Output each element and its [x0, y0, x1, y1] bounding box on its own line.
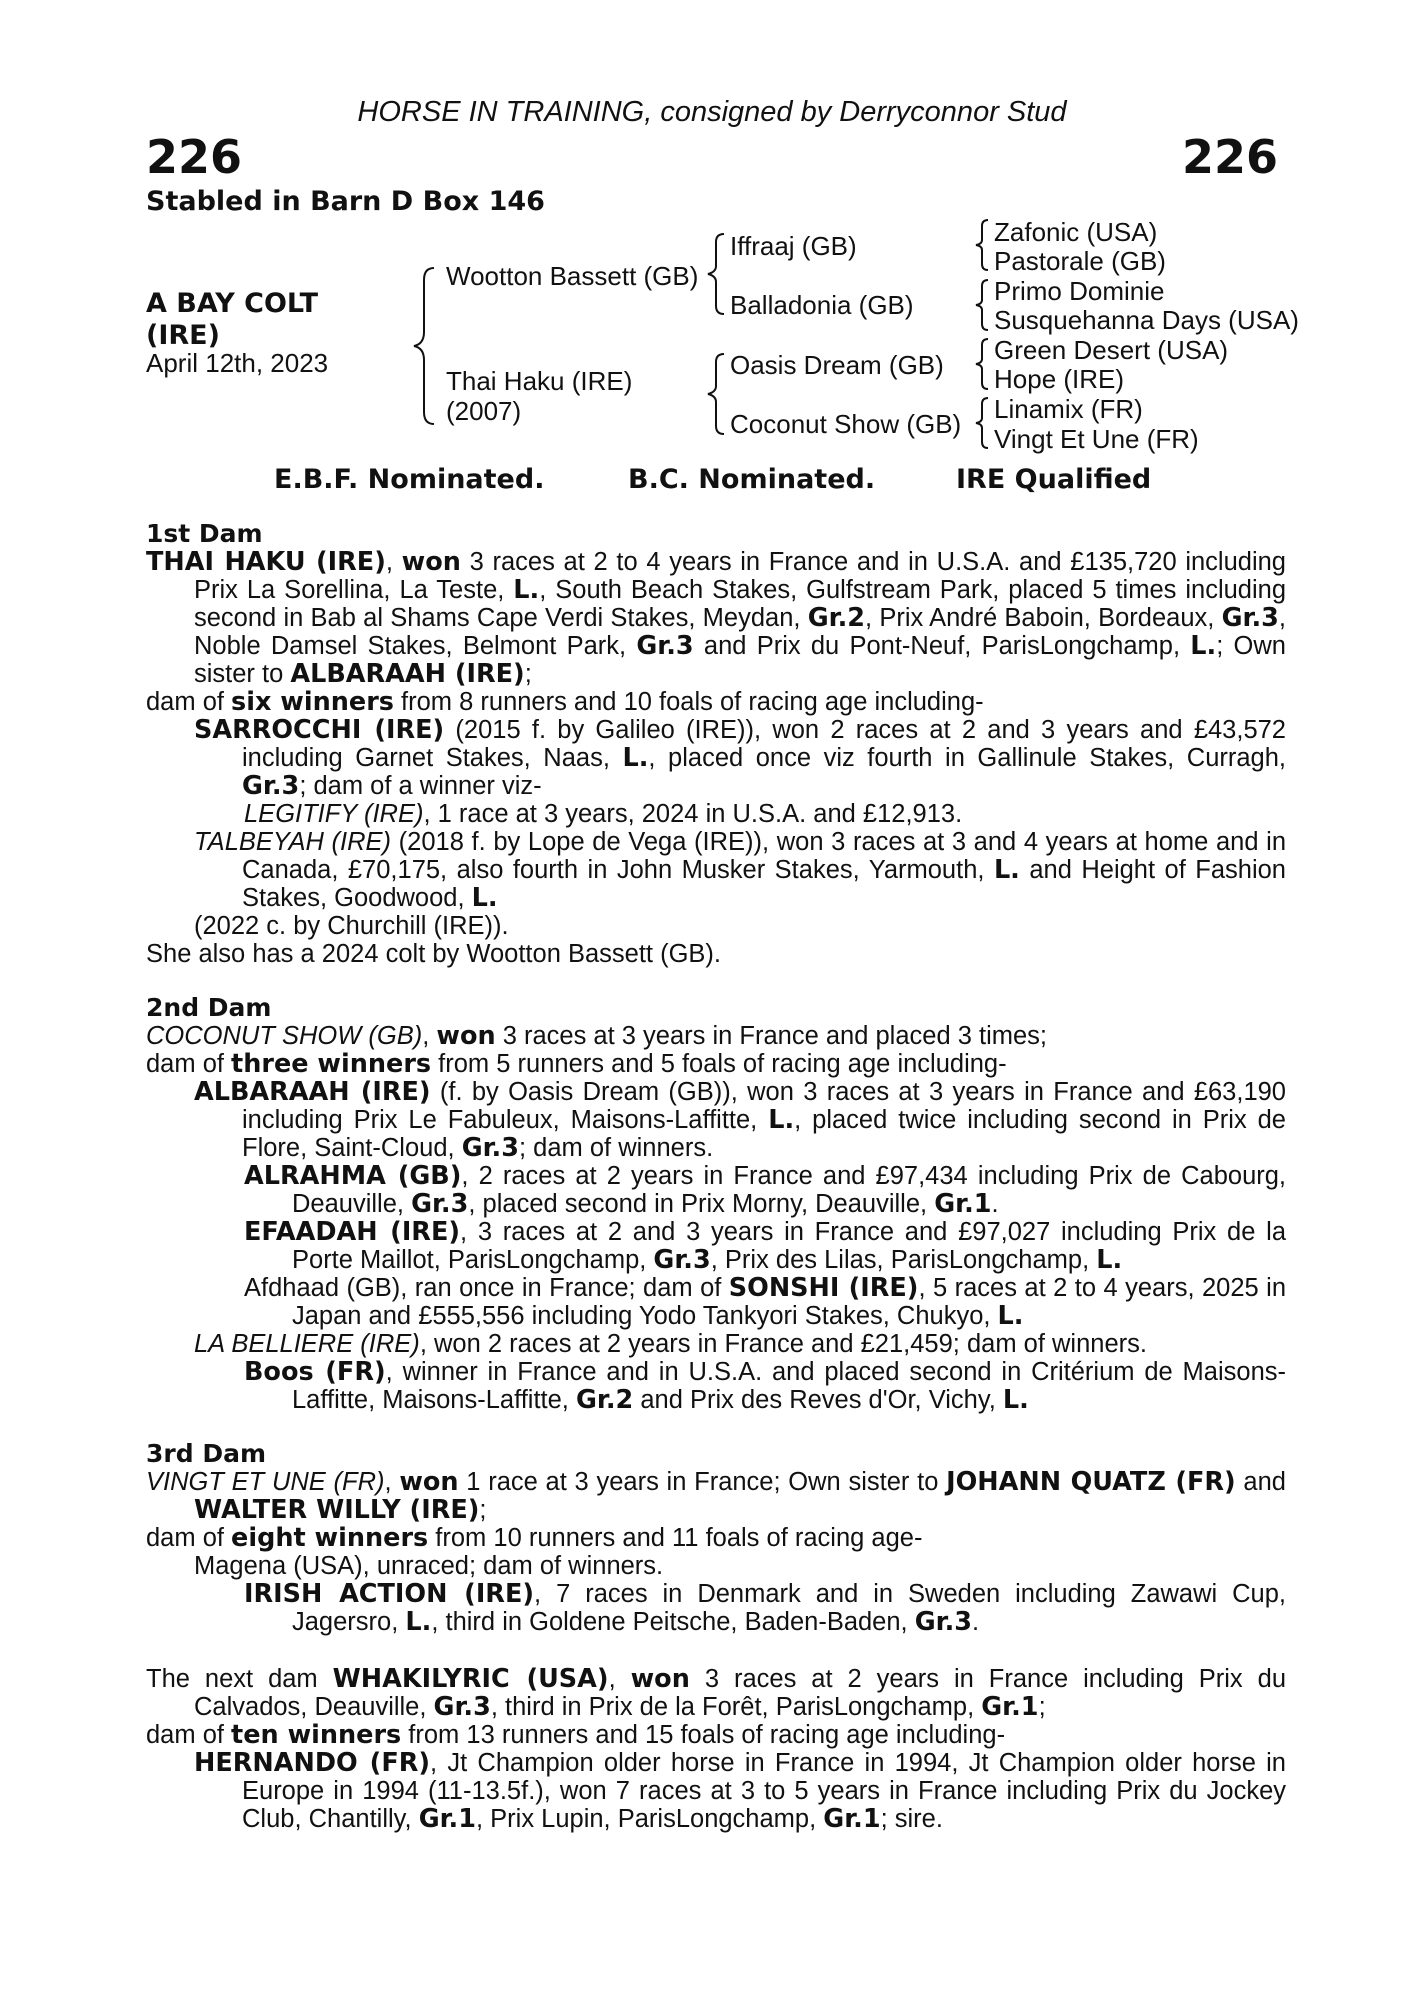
- horse-foaling-date: April 12th, 2023: [146, 348, 329, 378]
- horse-name-line1: A BAY COLT: [146, 288, 319, 319]
- ebf-nomination: E.B.F. Nominated.: [274, 464, 545, 495]
- produce-entry: Afdhaad (GB), ran once in France; dam of SONSHI (IRE), 5 races at 2 to 4 years, 2025 in Japan and £555,556 including Yodo Tankyori Stakes, Chukyo, L.: [244, 1273, 1286, 1331]
- produce-entry: HERNANDO (FR), Jt Champion older horse in France in 1994, Jt Champion older horse in Europe in 1994 (11-13.5f.), won 7 races at 3 to 5 years in France including Prix du Jockey Club, Chantilly, Gr.1, Prix Lupin, ParisLongchamp, Gr.1; sire.: [194, 1748, 1286, 1834]
- dam-name: THAI HAKU (IRE): [146, 547, 386, 577]
- pedigree-brace-sire: [706, 232, 726, 316]
- produce-entry: LEGITIFY (IRE), 1 race at 3 years, 2024 in U.S.A. and £12,913.: [244, 800, 963, 828]
- pedigree-g3-name: Pastorale (GB): [994, 246, 1166, 276]
- pedigree-brace-g3-3: [974, 337, 990, 391]
- second-dam-section: [146, 994, 1286, 1414]
- next-dam-section: [146, 1665, 1286, 1833]
- section-heading: 2nd Dam: [146, 993, 272, 1022]
- pedigree-g3-name: Primo Dominie: [994, 276, 1165, 306]
- dam-record: COCONUT SHOW (GB), won 3 races at 3 years in France and placed 3 times;: [146, 1021, 1048, 1051]
- produce-entry: Boos (FR), winner in France and in U.S.A. and placed second in Critérium de Maisons-Laffitte, Maisons-Laffitte, Gr.2 and Prix des Reves d'Or, Vichy, L.: [244, 1357, 1286, 1415]
- produce-entry: SARROCCHI (IRE) (2015 f. by Galileo (IRE)), won 2 races at 2 and 3 years and £43,572 including Garnet Stakes, Naas, L., placed once viz fourth in Gallinule Stakes, Curragh, Gr.3; dam of a winner viz-: [194, 715, 1287, 801]
- bc-nomination: B.C. Nominated.: [628, 464, 876, 495]
- pedigree-g3-name: Linamix (FR): [994, 394, 1143, 424]
- pedigree-brace-g3-2: [974, 278, 990, 332]
- first-dam-section: [146, 520, 1286, 968]
- dam-record: The next dam WHAKILYRIC (USA), won 3 races at 2 years in France including Prix du Calvados, Deauville, Gr.3, third in Prix de la Forêt, ParisLongchamp, Gr.1;: [146, 1664, 1287, 1722]
- dam-record: THAI HAKU (IRE), won 3 races at 2 to 4 years in France and in U.S.A. and £135,720 including Prix La Sorellina, La Teste, L., South Beach Stakes, Gulfstream Park, placed 5 times including second in Bab al Shams Cape Verdi Stakes, Meydan, Gr.2, Prix André Baboin, Bordeaux, Gr.3, Noble Damsel Stakes, Belmont Park, Gr.3 and Prix du Pont-Neuf, ParisLongchamp, L.; Own sister to ALBARAAH (IRE);: [146, 547, 1286, 689]
- produce-entry: ALRAHMA (GB), 2 races at 2 years in France and £97,434 including Prix de Cabourg, Deauville, Gr.3, placed second in Prix Morny, Deauville, Gr.1.: [244, 1161, 1287, 1219]
- produce-summary: dam of six winners from 8 runners and 10 foals of racing age including-: [146, 687, 984, 717]
- pedigree-brace-dam: [706, 352, 726, 436]
- produce-entry: ALBARAAH (IRE) (f. by Oasis Dream (GB)), won 3 races at 3 years in France and £63,190 including Prix Le Fabuleux, Maisons-Laffitte, L., placed twice including second in Prix de Flore, Saint-Cloud, Gr.3; dam of winners.: [194, 1077, 1286, 1163]
- produce-summary: dam of three winners from 5 runners and 5 foals of racing age including-: [146, 1049, 1007, 1079]
- dam-name: COCONUT SHOW (GB): [146, 1022, 423, 1050]
- produce-note: She also has a 2024 colt by Wootton Bassett (GB).: [146, 940, 722, 968]
- dam-name: WHAKILYRIC (USA): [332, 1664, 609, 1694]
- pedigree-brace-g3-4: [974, 396, 990, 450]
- horse-description: [146, 288, 318, 352]
- produce-entry: (2022 c. by Churchill (IRE)).: [194, 912, 509, 940]
- ire-qualified: IRE Qualified: [956, 464, 1152, 495]
- pedigree-dam-year: (2007): [446, 396, 522, 426]
- third-dam-section: [146, 1440, 1286, 1636]
- produce-entry: IRISH ACTION (IRE), 7 races in Denmark and in Sweden including Zawawi Cup, Jagersro, L., third in Goldene Peitsche, Baden-Baden, Gr.3.: [244, 1579, 1287, 1637]
- catalogue-header: HORSE IN TRAINING, consigned by Derryconnor Stud: [357, 96, 1067, 128]
- pedigree-sire-dam: Balladonia (GB): [730, 290, 914, 320]
- pedigree-sire: Wootton Bassett (GB): [446, 261, 699, 291]
- produce-entry: EFAADAH (IRE), 3 races at 2 and 3 years in France and £97,027 including Prix de la Porte Maillot, ParisLongchamp, Gr.3, Prix des Lilas, ParisLongchamp, L.: [244, 1217, 1286, 1275]
- produce-summary: dam of eight winners from 10 runners and 11 foals of racing age-: [146, 1523, 923, 1553]
- pedigree-dam-dam: Coconut Show (GB): [730, 409, 962, 439]
- pedigree-g3-name: Zafonic (USA): [994, 217, 1158, 247]
- dam-name: VINGT ET UNE (FR): [146, 1468, 385, 1496]
- pedigree-g3-name: Vingt Et Une (FR): [994, 424, 1199, 454]
- produce-entry: LA BELLIERE (IRE), won 2 races at 2 years in France and £21,459; dam of winners.: [194, 1330, 1147, 1358]
- section-heading: 3rd Dam: [146, 1439, 266, 1468]
- pedigree-dam-sire: Oasis Dream (GB): [730, 350, 944, 380]
- pedigree-brace-main: [412, 266, 436, 426]
- stable-location: Stabled in Barn D Box 146: [146, 186, 545, 217]
- pedigree-g3-name: Green Desert (USA): [994, 335, 1229, 365]
- dam-record: VINGT ET UNE (FR), won 1 race at 3 years in France; Own sister to JOHANN QUATZ (FR) and WALTER WILLY (IRE);: [146, 1467, 1286, 1525]
- pedigree-sire-sire: Iffraaj (GB): [730, 231, 857, 261]
- produce-summary: dam of ten winners from 13 runners and 15 foals of racing age including-: [146, 1720, 1006, 1750]
- pedigree-g3-name: Susquehanna Days (USA): [994, 305, 1299, 335]
- pedigree-brace-g3-1: [974, 218, 990, 272]
- pedigree-g3-name: Hope (IRE): [994, 364, 1125, 394]
- lot-number-right: 226: [1181, 130, 1278, 184]
- horse-name-line2: (IRE): [146, 320, 220, 351]
- pedigree-dam: Thai Haku (IRE): [446, 366, 633, 396]
- section-heading: 1st Dam: [146, 519, 263, 548]
- produce-entry: Magena (USA), unraced; dam of winners.: [194, 1552, 664, 1580]
- produce-entry: TALBEYAH (IRE) (2018 f. by Lope de Vega (IRE)), won 3 races at 3 and 4 years at home and in Canada, £70,175, also fourth in John Musker Stakes, Yarmouth, L. and Height of Fashion Stakes, Goodwood, L.: [194, 828, 1286, 913]
- lot-number-left: 226: [146, 130, 243, 184]
